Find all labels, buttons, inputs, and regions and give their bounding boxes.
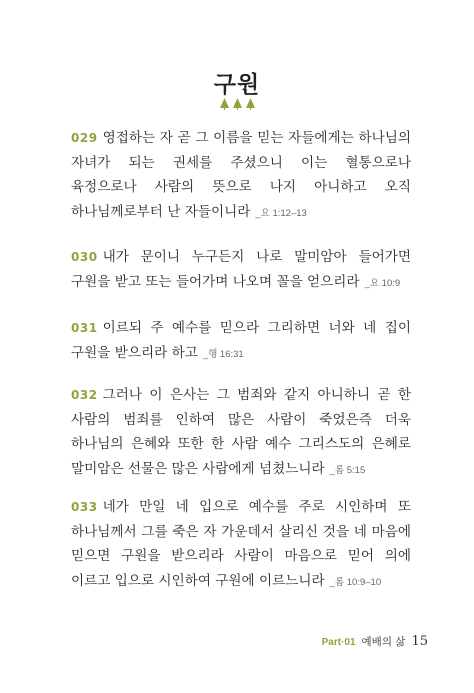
verse-reference: _요 10:9 bbox=[364, 277, 401, 289]
verse-number: 032 bbox=[71, 388, 98, 402]
part-label: Part·01 bbox=[321, 637, 356, 648]
verse-entry-031 bbox=[71, 316, 411, 367]
three-pine-trees-icon bbox=[0, 98, 474, 110]
verse-text: 네가 만일 네 입으로 예수를 주로 시인하며 또 하나님께서 그를 죽은 자 가운데서 살리신 것을 네 마음에 믿으면 구원을 받으리라 사람이 마음으로 믿어 의에 이르고 입으로 시인하여 구원에 이르느니라 bbox=[71, 499, 411, 589]
verse-number: 031 bbox=[71, 321, 98, 335]
verse-reference: _요 1:12–13 bbox=[255, 207, 307, 219]
pine-tree-icon bbox=[233, 98, 242, 110]
pine-tree-icon bbox=[246, 98, 255, 110]
page-title: 구원 bbox=[213, 72, 261, 98]
verse-number: 030 bbox=[71, 250, 98, 264]
verse-number: 033 bbox=[71, 500, 98, 514]
page-footer bbox=[322, 634, 428, 649]
verse-text: 영접하는 자 곧 그 이름을 믿는 자들에게는 하나님의 자녀가 되는 권세를 주셨으니 이는 혈통으로나 육정으로나 사람의 뜻으로 나지 아니하고 오직 하나님께로부터 난 자들이니라 bbox=[71, 130, 411, 220]
verse-entry-032 bbox=[71, 383, 411, 483]
verse-number: 029 bbox=[71, 131, 98, 145]
verse-entry-030 bbox=[71, 245, 411, 296]
verse-entry-033 bbox=[71, 495, 411, 595]
pine-tree-icon bbox=[220, 98, 229, 110]
section-title: 예배의 삶 bbox=[361, 636, 406, 648]
verse-reference: _행 16:31 bbox=[202, 348, 244, 360]
verse-entry-029 bbox=[71, 126, 411, 226]
verse-reference: _롬 10:9–10 bbox=[329, 576, 382, 588]
verse-text: 그러나 이 은사는 그 범죄와 같지 아니하니 곧 한 사람의 범죄를 인하여 많은 사람이 죽었은즉 더욱 하나님의 은혜와 또한 한 사람 예수 그리스도의 은혜로 말미암은 선물은 많은 사람에게 넘쳤느니라 bbox=[71, 387, 411, 477]
verse-text: 이르되 주 예수를 믿으라 그리하면 너와 네 집이 구원을 받으리라 하고 bbox=[71, 320, 411, 361]
verse-text: 내가 문이니 누구든지 나로 말미암아 들어가면 구원을 받고 또는 들어가며 나오며 꼴을 얻으리라 bbox=[71, 249, 411, 290]
verse-reference: _롬 5:15 bbox=[329, 464, 366, 476]
page-number: 15 bbox=[411, 634, 428, 649]
